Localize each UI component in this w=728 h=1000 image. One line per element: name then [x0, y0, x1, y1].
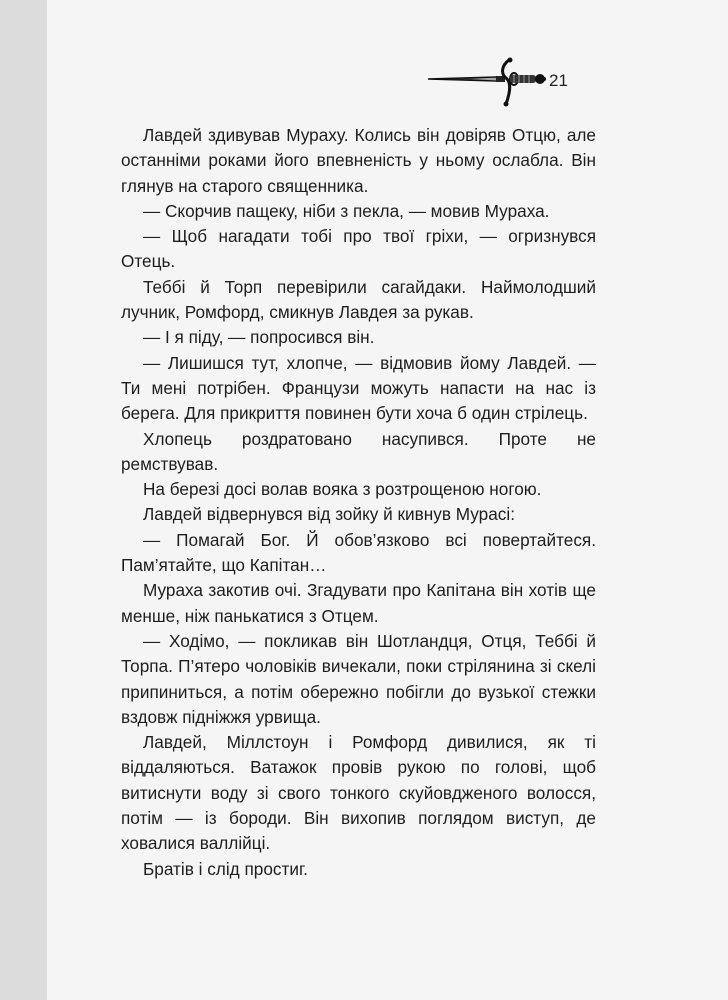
paragraph: — І я піду, — попросився він.: [143, 327, 375, 348]
paragraph: — Помагай Бог. Й обов’язково всі повертайтеся. Пам’ятайте, що Капітан…: [121, 529, 596, 576]
paragraph: — Лишишся тут, хлопче, — відмовив йому Лавдей. — Ти мені потрібен. Французи можуть напасти на нас із берега. Для прикриття повинен бути хоча б один стрілець.: [121, 352, 596, 424]
paragraph: Хлопець роздратовано насупився. Проте не ремствував.: [121, 428, 596, 474]
paragraph: Лавдей здивував Мураху. Колись він довіряв Отцю, але останніми роками його впевненість у ньому ослабла. Він глянув на старого священника.: [121, 125, 596, 196]
paragraph: — Ходімо, — покликав він Шотландця, Отця, Теббі й Торпа. П’ятеро чоловіків вичекали, поки стрілянина зі скелі припиниться, а потім обережно побігли до вузької стежки вздовж підніжжя урвища.: [121, 630, 596, 727]
paragraph: На березі досі волав вояка з розтрощеною ногою.: [143, 479, 542, 500]
paragraph: Лавдей, Міллстоун і Ромфорд дивилися, як ті віддаляються. Ватажок провів рукою по голові, щоб витиснути воду зі свого тонкого скуйовдженого волосся, потім — із бороди. Він вихопив поглядом виступ, де ховалися валлійці.: [121, 732, 596, 854]
body-text: [121, 123, 596, 882]
paragraph: Теббі й Торп перевірили сагайдаки. Наймолодший лучник, Ромфорд, смикнув Лавдея за рукав.: [121, 276, 596, 323]
dagger-icon: [426, 56, 546, 108]
paragraph: Братів і слід простиг.: [143, 858, 308, 879]
paragraph: Лавдей відвернувся від зойку й кивнув Мурасі:: [143, 504, 515, 525]
paragraph: Мураха закотив очі. Згадувати про Капітана він хотів ще менше, ніж панькатися з Отцем.: [121, 580, 596, 626]
paragraph: — Щоб нагадати тобі про твої гріхи, — огризнувся Отець.: [121, 226, 596, 272]
page-number: 21: [549, 71, 568, 90]
paragraph: — Скорчив пащеку, ніби з пекла, — мовив Мураха.: [143, 200, 550, 221]
